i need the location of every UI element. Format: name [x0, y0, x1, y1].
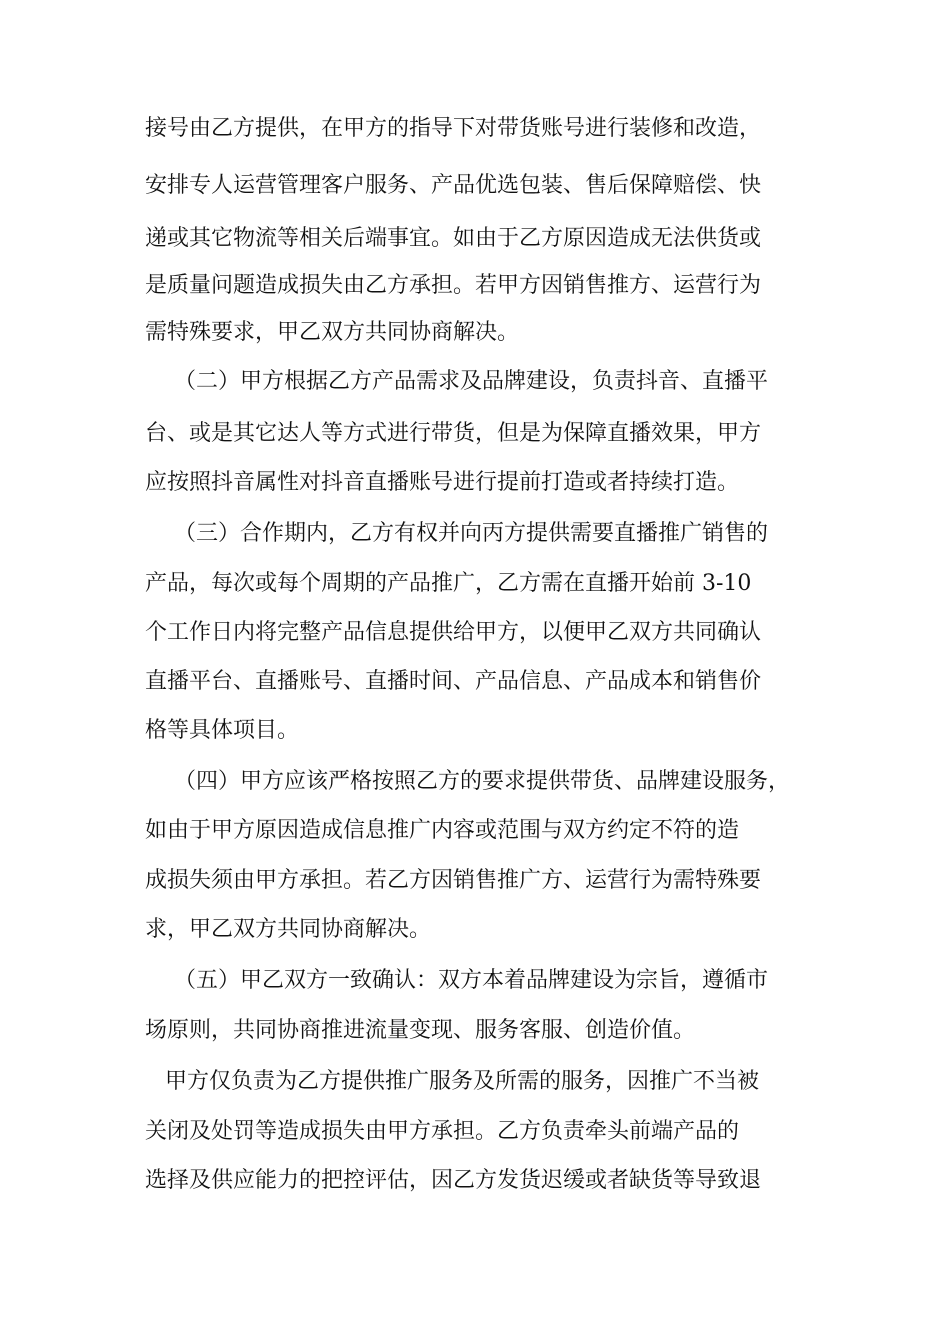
text-line: （五）甲乙双方一致确认：双方本着品牌建设为宗旨，遵循市 — [174, 968, 769, 993]
text-line: （四）甲方应该严格按照乙方的要求提供带货、品牌建设服务， — [174, 769, 791, 794]
text-line: 安排专人运营管理客户服务、产品优选包装、售后保障赔偿、快 — [145, 173, 762, 198]
text-line: 关闭及处罚等造成损失由甲方承担。乙方负责牵头前端产品的 — [145, 1119, 740, 1144]
text-line: 产品，每次或每个周期的产品推广，乙方需在直播开始前 3-10 — [145, 571, 752, 596]
text-line: 如由于甲方原因造成信息推广内容或范围与双方约定不符的造 — [145, 818, 740, 843]
text-line: 求，甲乙双方共同协商解决。 — [145, 917, 432, 942]
text-line: 需特殊要求，甲乙双方共同协商解决。 — [145, 320, 520, 345]
text-line: 格等具体项目。 — [145, 718, 300, 743]
text-line: 应按照抖音属性对抖音直播账号进行提前打造或者持续打造。 — [145, 470, 740, 495]
text-line: 台、或是其它达人等方式进行带货，但是为保障直播效果，甲方 — [145, 421, 762, 446]
text-line: 成损失须由甲方承担。若乙方因销售推广方、运营行为需特殊要 — [145, 868, 762, 893]
text-line: 场原则，共同协商推进流量变现、服务客服、创造价值。 — [145, 1018, 696, 1043]
text-line: （二）甲方根据乙方产品需求及品牌建设，负责抖音、直播平 — [174, 369, 769, 394]
text-line: 递或其它物流等相关后端事宜。如由于乙方原因造成无法供货或 — [145, 226, 762, 251]
text-line: 是质量问题造成损失由乙方承担。若甲方因销售推方、运营行为 — [145, 273, 762, 298]
text-line: 选择及供应能力的把控评估，因乙方发货迟缓或者缺货等导致退 — [145, 1168, 762, 1193]
text-line: （三）合作期内，乙方有权并向丙方提供需要直播推广销售的 — [174, 521, 769, 546]
text-line: 接号由乙方提供，在甲方的指导下对带货账号进行装修和改造， — [145, 116, 762, 141]
text-line: 甲方仅负责为乙方提供推广服务及所需的服务，因推广不当被 — [165, 1069, 760, 1094]
text-line: 个工作日内将完整产品信息提供给甲方，以便甲乙双方共同确认 — [145, 620, 762, 645]
text-line: 直播平台、直播账号、直播时间、产品信息、产品成本和销售价 — [145, 669, 762, 694]
